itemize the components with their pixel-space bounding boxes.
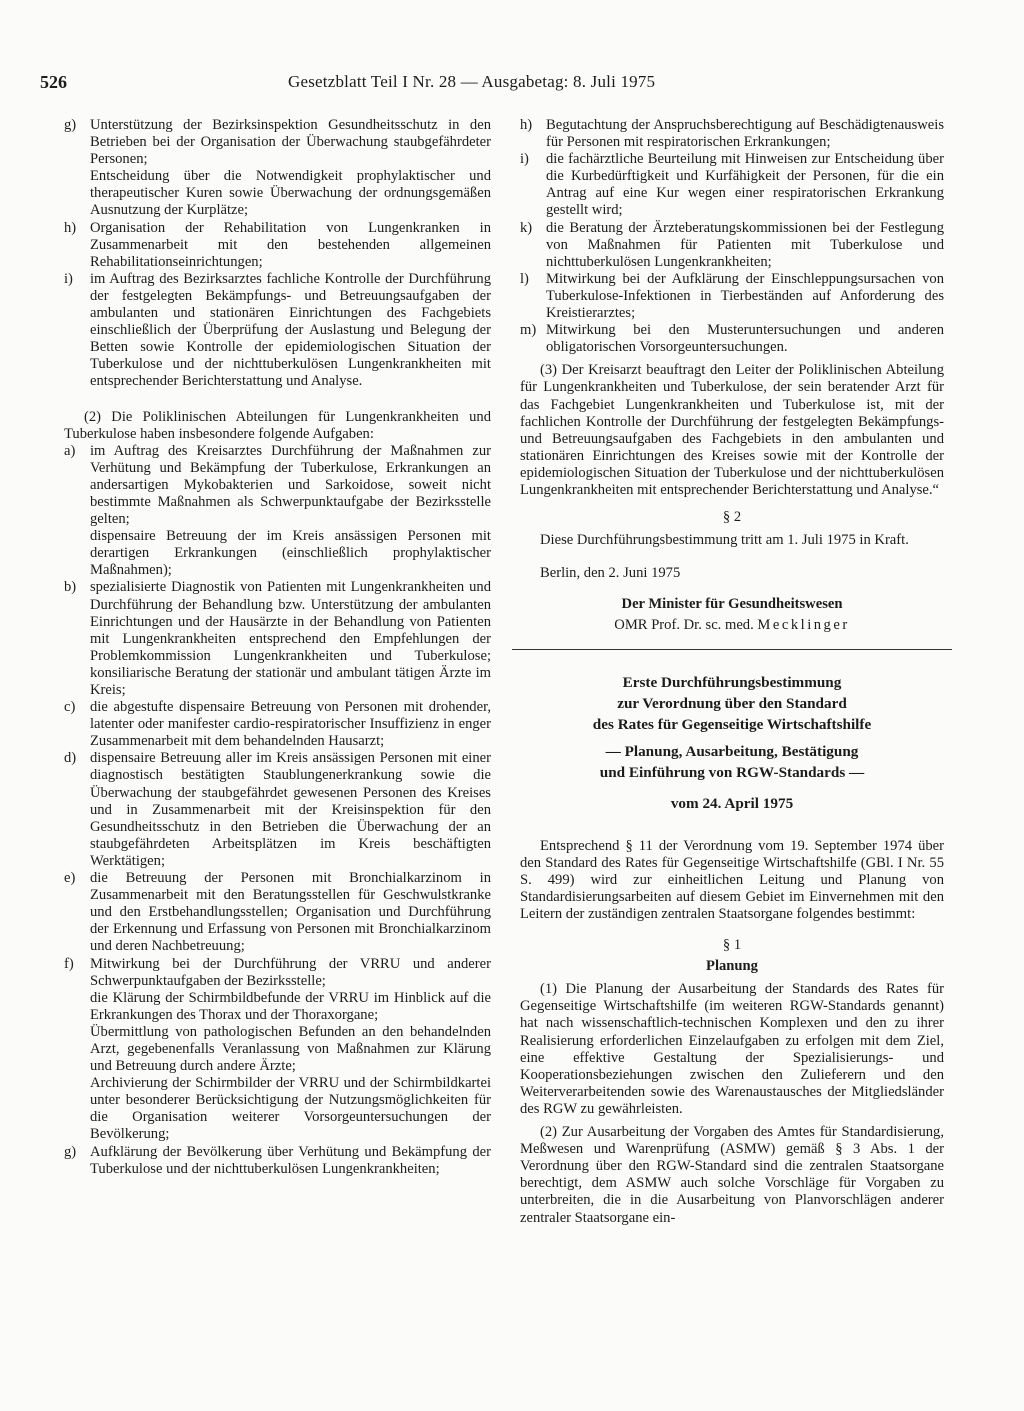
item-text: im Auftrag des Kreisarztes Durchführung der Maßnahmen zur Verhütung und Bekämpfung der Tuberkulose, Erkrankungen an andersartigen Mykobakterien und Sarkoidose, soweit nicht bestimmte Maßnahmen als Schwerpunktaufgabe der Bezirksstelle gelten; bbox=[90, 442, 491, 528]
item-text: dispensaire Betreuung aller im Kreis ansässigen Personen mit einer diagnostisch bestätigten Staublungenerkrankung sowie die Überwachung der staubgefährdet gewesenen Personen des Kreises und in Zusammenarbeit mit der Kreisinspektion für den Gesundheitsschutz in den Betrieben die Überwachung der an staubgefährdeten Arbeitsplätzen im Kreis beschäftigten Werktätigen; bbox=[90, 750, 491, 869]
item-label: k) bbox=[520, 219, 533, 236]
title-line: des Rates für Gegenseitige Wirtschaftshilfe bbox=[592, 715, 872, 733]
list-item-f bbox=[64, 956, 491, 990]
item-label: d) bbox=[64, 750, 77, 767]
ordinance-date: vom 24. April 1975 bbox=[670, 794, 794, 812]
item-text: Organisation der Rehabilitation von Lungenkranken in Zusammenarbeit mit den bestehenden allgemeinen Rehabilitationseinrichtungen; bbox=[90, 219, 491, 270]
item-label: l) bbox=[520, 270, 529, 287]
list-item-g bbox=[64, 117, 491, 168]
list-item-k bbox=[520, 220, 944, 271]
left-column bbox=[64, 117, 491, 1178]
item-text: Mitwirkung bei der Durchführung der VRRU und anderer Schwerpunktaufgaben der Bezirksstelle; bbox=[90, 955, 491, 989]
subtitle-line: — Planung, Ausarbeitung, Bestätigung bbox=[605, 742, 859, 760]
title-line: Erste Durchführungsbestimmung bbox=[622, 673, 842, 691]
list-item-a bbox=[64, 443, 491, 528]
running-title: Gesetzblatt Teil I Nr. 28 — Ausgabetag: 8. Juli 1975 bbox=[288, 72, 656, 91]
title-line: zur Verordnung über den Standard bbox=[617, 694, 847, 712]
paragraph-3: (3) Der Kreisarzt beauftragt den Leiter der Poliklinischen Abteilung für Lungenkrankheiten und Tuberkulose, der sein beratender Arzt für das Fachgebiet Lungenkrankheiten und Tuberkulose ist, mit der fachlichen Kontrolle der Durchführung der festgelegten Bekämpfungs- und Betreuungsaufgaben des Fachgebiets in den ambulanten und stationären Einrichtungen des Kreises sowie mit der Kontrolle der epidemiologischen Situation der Tuberkulose und der nichttuberkulösen Lungenkrankheiten mit entsprechender Berichterstattung und Analyse.“ bbox=[520, 362, 944, 498]
signatory-prefix: OMR Prof. Dr. sc. med. bbox=[614, 617, 754, 634]
item-label: a) bbox=[64, 442, 76, 459]
paragraph-2: (2) Die Poliklinischen Abteilungen für Lungenkrankheiten und Tuberkulose haben insbesondere folgende Aufgaben: bbox=[64, 408, 491, 442]
place-date: Berlin, den 2. Juni 1975 bbox=[540, 565, 681, 582]
item-label: i) bbox=[520, 151, 529, 168]
item-text: spezialisierte Diagnostik von Patienten mit Lungenkrankheiten und Durchführung der Behandlung bzw. Unterstützung der ambulanten Einrichtungen und der Hausärzte in der Behandlung von Patienten mit Lungenkrankheiten entsprechend den Empfehlungen der Problemkommission Lungenkrankheiten und Tuberkulose; konsiliarische Beratung der stationär und ambulant tätigen Ärzte im Kreis; bbox=[90, 579, 491, 698]
item-label: i) bbox=[64, 270, 73, 287]
list-item-c bbox=[64, 699, 491, 750]
section-1-heading: § 1 bbox=[722, 937, 742, 954]
section-2-text: Diese Durchführungsbestimmung tritt am 1. Juli 1975 in Kraft. bbox=[540, 532, 909, 549]
item-text: Aufklärung der Bevölkerung über Verhütung und Bekämpfung der Tuberkulose und der nichttuberkulösen Lungenkrankheiten; bbox=[90, 1143, 491, 1177]
list-item-m bbox=[520, 322, 944, 356]
item-subtext: Archivierung der Schirmbilder der VRRU und der Schirmbildkartei unter besonderer Berücksichtigung der Nutzungsmöglichkeiten für die Organisation weiterer Vorsorgeuntersuchungen der Bevölkerung; bbox=[90, 1075, 491, 1143]
minister-title: Der Minister für Gesundheitswesen bbox=[621, 596, 843, 613]
item-label: c) bbox=[64, 699, 76, 716]
list-item-h bbox=[520, 117, 944, 151]
item-text: Unterstützung der Bezirksinspektion Gesundheitsschutz in den Betrieben bei der Organisation der Überwachung staubgefährdeter Personen; bbox=[90, 117, 491, 168]
signatory bbox=[520, 617, 944, 634]
item-label: h) bbox=[520, 117, 533, 133]
item-text: Mitwirkung bei der Aufklärung der Einschleppungsursachen von Tuberkulose-Infektionen in Tierbeständen auf Anforderung des Kreistierarztes; bbox=[546, 270, 944, 322]
item-label: f) bbox=[64, 955, 74, 972]
intro-paragraph: Entsprechend § 11 der Verordnung vom 19. September 1974 über den Standard des Rates für Gegenseitige Wirtschaftshilfe (GBl. I Nr. 55 S. 499) wird zur einheitlichen Leitung und Planung von Standardisierungsarbeiten auf diesem Gebiet im Einvernehmen mit den Leitern der zuständigen zentralen Staatsorgane folgendes bestimmt: bbox=[520, 837, 944, 922]
item-text: Mitwirkung bei den Musteruntersuchungen und anderen obligatorischen Vorsorgeuntersuchungen. bbox=[546, 322, 944, 356]
item-text: die Betreuung der Personen mit Bronchialkarzinom in Zusammenarbeit mit den Beratungsstellen für Geschwulstkranke und den Erstbehandlungsstellen; Organisation und Durchführung der Erkennung und Erfassung von Personen mit Bronchialkarzinom und deren Nachbetreuung; bbox=[90, 870, 491, 955]
item-label: e) bbox=[64, 870, 76, 887]
item-subtext: Entscheidung über die Notwendigkeit prophylaktischer und therapeutischer Kuren sowie Überwachung der ordnungsgemäßen Ausnutzung der Kurplätze; bbox=[90, 168, 491, 219]
list-item-b bbox=[64, 579, 491, 699]
item-label: h) bbox=[64, 219, 77, 236]
item-label: g) bbox=[64, 117, 77, 133]
item-subtext: dispensaire Betreuung der im Kreis ansässigen Personen mit derartigen Erkrankungen (einschließlich prophylaktischer Maßnahmen); bbox=[90, 528, 491, 579]
list-item-g2 bbox=[64, 1144, 491, 1178]
item-label: g) bbox=[64, 1143, 77, 1160]
page-header bbox=[40, 72, 940, 96]
list-item-d bbox=[64, 750, 491, 870]
subtitle-line: und Einführung von RGW-Standards — bbox=[599, 763, 865, 781]
section-2-heading: § 2 bbox=[722, 509, 742, 526]
signatory-name: Mecklinger bbox=[757, 617, 850, 634]
section-divider bbox=[512, 649, 952, 650]
list-item-i bbox=[520, 151, 944, 219]
item-label: m) bbox=[520, 322, 537, 339]
ordinance-title bbox=[520, 672, 944, 783]
section-1-title: Planung bbox=[706, 958, 758, 975]
section-1-para-2: (2) Zur Ausarbeitung der Vorgaben des Amtes für Standardisierung, Meßwesen und Warenprüfung (ASMW) gemäß § 3 Abs. 1 der Verordnung über den RGW-Standard sind die zentralen Staatsorgane berechtigt, dem ASMW auch solche Vorschläge für Vorgaben zu unterbreiten, die in die Ausarbeitung von Planvorschlägen anderer zentraler Staatsorgane ein- bbox=[520, 1124, 944, 1226]
item-text: die abgestufte dispensaire Betreuung von Personen mit drohender, latenter oder manifester cardio-respiratorischer Insuffizienz in enger Zusammenarbeit mit dem behandelnden Hausarzt; bbox=[90, 699, 491, 750]
list-item-h bbox=[64, 220, 491, 271]
section-1-para-1: (1) Die Planung der Ausarbeitung der Standards des Rates für Gegenseitige Wirtschaftshilfe (im weiteren RGW-Standards genannt) hat nach wissenschaftlich-technischen Komplexen und den zu ihrer Realisierung erforderlichen Einzelaufgaben zu erfolgen mit dem Ziel, eine effektive Gestaltung der Spezialisierungs- und Kooperationsbeziehungen zwischen den Zulieferern und den Weiterverarbeitenden sowie des Warenaustausches der Mitgliedsländer des RGW zu gewährleisten. bbox=[520, 981, 944, 1117]
item-subtext: die Klärung der Schirmbildbefunde der VRRU im Hinblick auf die Erkrankungen des Thorax und der Thoraxorgane; bbox=[90, 989, 491, 1023]
list-item-e bbox=[64, 870, 491, 955]
item-text: im Auftrag des Bezirksarztes fachliche Kontrolle der Durchführung der festgelegten Bekämpfungs- und Betreuungsaufgaben der ambulanten und stationären Einrichtungen des Fachgebiets einschließlich der Überprüfung der Auslastung und Belegung der Betten sowie Kontrolle der epidemiologischen Situation der Tuberkulose und der nichttuberkulösen Lungenkrankheiten mit entsprechender Berichterstattung und Analyse. bbox=[90, 270, 491, 390]
item-text: die Beratung der Ärzteberatungskommissionen bei der Festlegung von Maßnahmen für Patienten mit Tuberkulose und nichttuberkulösen Lungenkrankheiten; bbox=[546, 219, 944, 270]
list-item-l bbox=[520, 271, 944, 322]
page-number: 526 bbox=[40, 72, 67, 92]
item-label: b) bbox=[64, 579, 77, 596]
list-item-i bbox=[64, 271, 491, 391]
item-text: die fachärztliche Beurteilung mit Hinweisen zur Entscheidung über die Kurbedürftigkeit und Kurfähigkeit der Personen, für die ein Antrag auf eine Kur wegen einer respiratorischen Erkrankung gestellt wird; bbox=[546, 151, 944, 219]
item-text: Begutachtung der Anspruchsberechtigung auf Beschädigtenausweis für Personen mit respiratorischen Erkrankungen; bbox=[546, 117, 944, 151]
item-subtext: Übermittlung von pathologischen Befunden an den behandelnden Arzt, gegebenenfalls Veranlassung von Maßnahmen zur Klärung und Betreuung durch andere Ärzte; bbox=[90, 1023, 491, 1075]
right-column bbox=[520, 117, 944, 1227]
